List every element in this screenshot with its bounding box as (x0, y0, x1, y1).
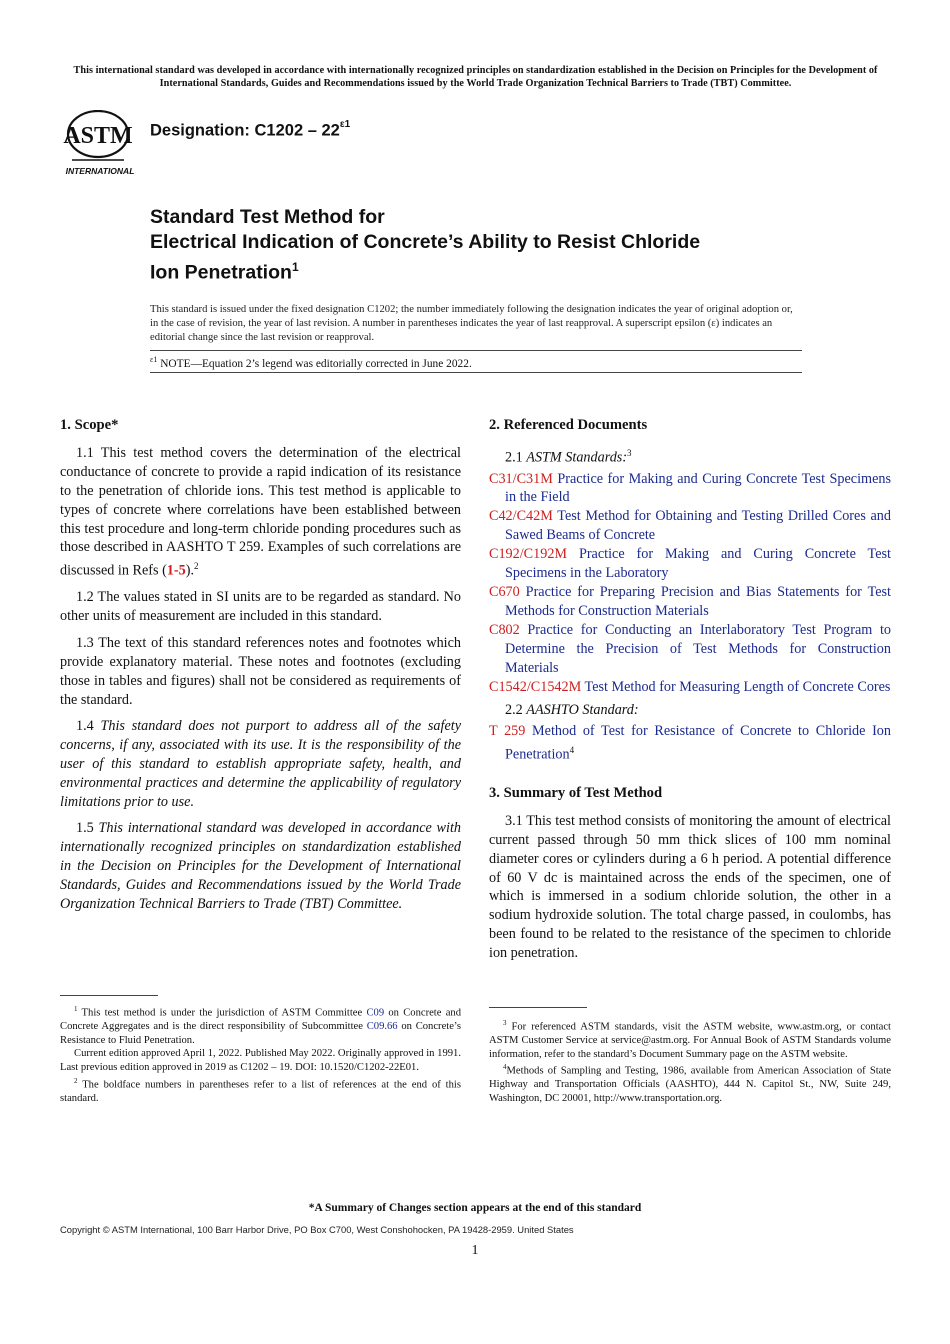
issue-note: This standard is issued under the fixed designation C1202; the number immediately following the designation indicates the year of original adoption or, in the case of revision, the year of last revision. A number in parentheses indicates the year of last reapproval. A superscript epsilon (ε) indicates an editorial change since the last revision or reapproval. (150, 304, 793, 343)
ref-t259[interactable]: T 259 Method of Test for Resistance of Concrete to Chloride Ion Penetration$^4$ (489, 723, 891, 763)
footnote-3: $^3$ For referenced ASTM standards, visit the ASTM website, www.astm.org, or contact ASTM Customer Service at service@astm.org. For Annual Book of ASTM Standards volume information, refer to the standard’s Document Summary page on the ASTM website. (489, 1019, 891, 1060)
ref-c31[interactable]: C31/C31M Practice for Making and Curing Concrete Test Specimens in the Field (489, 470, 891, 506)
scope-1-4: 1.4 This standard does not purport to address all of the safety concerns, if any, associated with its use. It is the responsibility of the user of this standard to establish appropriate safety, health, and environmental practices and determine the applicability of regulatory limitations prior to use. (60, 717, 461, 810)
designation-label: Designation: C1202 – 22 (150, 121, 340, 140)
astm-logo (58, 110, 144, 180)
right-column (489, 416, 891, 971)
left-column (60, 416, 461, 921)
ref-c802[interactable]: C802 Practice for Conducting an Interlaboratory Test Program to Determine the Precision of Test Methods for Construction Materials (489, 621, 891, 676)
editorial-note-mark: ε1 (150, 355, 158, 364)
scope-1-5: 1.5 This international standard was developed in accordance with internationally recognized principles on standardization established in the Decision on Principles for the Development of International Standards, Guides and Recommendations issued by the World Trade Organization Technical Barriers to Trade (TBT) Committee. (60, 819, 461, 912)
footnote-2: $^2$ The boldface numbers in parentheses refer to a list of references at the end of this standard. (60, 1076, 461, 1104)
footnote-1-edition: Current edition approved April 1, 2022. Published May 2022. Originally approved in 1991. Last previous edition approved in 2019 as C1202 – 19. DOI: 10.1520/C1202-22E01. (60, 1048, 461, 1073)
title-line-1: Standard Test Method for (150, 206, 385, 228)
copyright: Copyright © ASTM International, 100 Barr Harbor Drive, PO Box C700, West Conshohocken, PA 19428-2959. United States (60, 1224, 574, 1235)
footnote-rule-right (489, 1007, 587, 1008)
scope-1-2: 1.2 The values stated in SI units are to be regarded as standard. No other units of measurement are included in this standard. (60, 589, 461, 625)
refs-link[interactable]: 1-5 (166, 563, 186, 580)
title-line-2: Electrical Indication of Concrete’s Ability to Resist Chloride (150, 231, 701, 253)
scope-1-3: 1.3 The text of this standard references notes and footnotes which provide explanatory material. These notes and footnotes (excluding those in tables and figures) shall not be considered as requirements of the standard. (60, 634, 461, 708)
footnote-mark-2: 2 (194, 561, 199, 572)
footnote-rule-left (60, 995, 158, 996)
scope-1-1: 1.1 This test method covers the determination of the electrical conductance of concrete to provide a rapid indication of its resistance to the penetration of chloride ions. This test method is applicable to types of concrete where correlations have been established between this test procedure and long-term chloride ponding procedures such as those described in AASHTO T 259. Examples of such correlations are discussed in Refs (1-5).$^2$ (60, 444, 461, 580)
c09-link[interactable]: C09 (366, 1007, 385, 1019)
footnote-4: $^4$Methods of Sampling and Testing, 1986, available from American Association of State Highway and Transportation Officials (AASHTO), 444 N. Capitol St., NW, Suite 249, Washington, DC 20001, http://www.transportation.org. (489, 1063, 891, 1105)
ref-c1542[interactable]: C1542/C1542M Test Method for Measuring Length of Concrete Cores (489, 678, 891, 695)
designation-epsilon: ε1 (339, 119, 351, 130)
document-title (150, 205, 850, 286)
summary-3-1: 3.1 This test method consists of monitoring the amount of electrical current passed through 50 mm thick slices of 100 mm nominal diameter cores or cylinders during a 6 h period. A potential difference of 60 V dc is maintained across the ends of the specimen, one of which is immersed in a sodium chloride solution, the other in a sodium hydroxide solution. The total charge passed, in coulombs, has been found to be related to the resistance of the specimen to chloride ion penetration. (489, 812, 891, 962)
international-standard-notice: This international standard was developed in accordance with internationally recognized principles on standardization established in the Decision on Principles for the Development of International Standards, Guides and Recommendations issued by the World Trade Organization Technical Barriers to Trade (TBT) Committee. (73, 65, 878, 89)
astm-standards-label: 2.1 ASTM Standards:$^3$ (505, 447, 632, 466)
footnote-1: $^1$ This test method is under the jurisdiction of ASTM Committee C09 on Concrete and Concrete Aggregates and is the direct responsibility of Subcommittee C09.66 on Concrete’s Resistance to Fluid Penetration. (60, 1005, 461, 1046)
footnotes-right (489, 1017, 891, 1106)
designation (150, 121, 350, 141)
astm-logo-icon (58, 110, 144, 180)
divider-top (150, 350, 802, 351)
astm-standards-list (489, 470, 891, 697)
c09-66-link[interactable]: C09.66 (366, 1021, 398, 1033)
ref-c670[interactable]: C670 Practice for Preparing Precision and Bias Statements for Test Methods for Construction Materials (489, 583, 891, 619)
page-number: 1 (471, 1243, 479, 1258)
scope-heading: 1. Scope* (60, 417, 119, 433)
aashto-standard-label: 2.2 AASHTO Standard: (505, 702, 639, 719)
summary-of-changes-note: *A Summary of Changes section appears at the end of this standard (308, 1202, 642, 1214)
editorial-note-text: NOTE—Equation 2’s legend was editorially corrected in June 2022. (157, 357, 472, 370)
footnotes-left (60, 1003, 461, 1105)
ref-c192[interactable]: C192/C192M Practice for Making and Curing Concrete Test Specimens in the Laboratory (489, 546, 891, 582)
referenced-documents-heading: 2. Referenced Documents (489, 417, 648, 433)
divider-bottom (150, 372, 802, 373)
editorial-note (150, 355, 472, 370)
ref-c42[interactable]: C42/C42M Test Method for Obtaining and Testing Drilled Cores and Sawed Beams of Concrete (489, 508, 891, 544)
title-footnote-mark: 1 (291, 260, 299, 274)
summary-heading: 3. Summary of Test Method (489, 784, 663, 801)
logo-letters: ASTM (63, 123, 133, 149)
title-line-3: Ion Penetration (150, 261, 292, 284)
logo-org: INTERNATIONAL (65, 166, 135, 176)
